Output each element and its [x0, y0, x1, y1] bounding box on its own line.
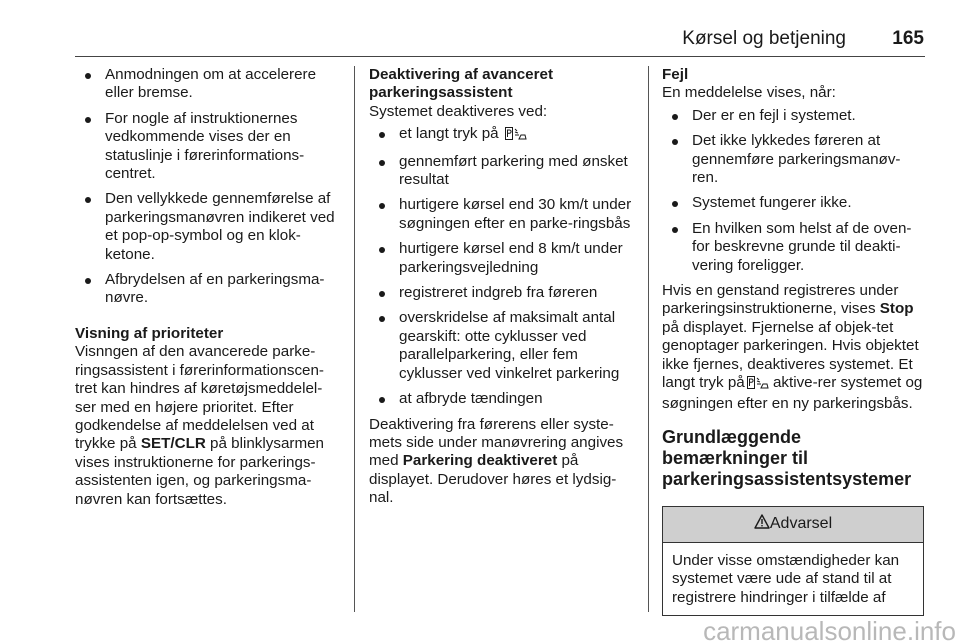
warning-header: [663, 507, 923, 543]
list-item: En hvilken som helst af de oven-for beskrevne grunde til deakti-vering foreligger.: [662, 220, 924, 275]
list-item: hurtigere kørsel end 8 km/t under parkeringsvejledning: [369, 240, 635, 277]
bold-text: Stop: [879, 300, 914, 318]
text-span: Hvis en genstand registreres under parkeringsinstruktionerne, vises: [662, 282, 899, 318]
watermark: carmanualsonline.info: [703, 615, 956, 642]
text-span: et langt tryk på: [399, 125, 499, 143]
bullet-list-2: [369, 125, 635, 408]
list-item: Anmodningen om at accelerere eller bremse.: [75, 66, 341, 103]
deactivation-paragraph: [369, 416, 635, 508]
text-span: aktive-rer systemet og søgningen efter en ny parkeringsbås.: [662, 374, 923, 412]
list-item: For nogle af instruktionernes vedkommende vises der en statuslinje i førerinformations-centret.: [75, 110, 341, 184]
column-2: [369, 66, 635, 514]
column-divider-1: [354, 66, 355, 612]
error-intro: En meddelelse vises, når:: [662, 84, 836, 102]
warning-title: Advarsel: [769, 515, 833, 533]
warning-box: [662, 506, 924, 616]
list-item: gennemført parkering med ønsket resultat: [369, 153, 635, 190]
list-item: hurtigere kørsel end 30 km/t under søgningen efter en parke-ringsbås: [369, 196, 635, 233]
list-item: at afbryde tændingen: [369, 390, 635, 408]
section-heading-deactivation: Deaktivering af avanceret parkeringsassistent: [369, 66, 554, 102]
column-1: [75, 66, 341, 515]
list-item: Afbrydelsen af en parkeringsma-nøvre.: [75, 271, 341, 308]
list-item: Det ikke lykkedes føreren at gennemføre parkeringsmanøv-ren.: [662, 132, 924, 187]
list-item: Systemet fungerer ikke.: [662, 194, 924, 212]
page-header: [662, 30, 924, 54]
priorities-paragraph: [75, 343, 341, 509]
page-number: 165: [892, 28, 924, 49]
header-divider: [75, 56, 925, 57]
text-span: på displayet. Fjernelse af objek-tet genoptager parkeringen. Hvis objektet ikke fjernes, deaktiveres systemet. Et langt tryk på: [662, 318, 919, 392]
section-heading-basic-notes: Grundlæggende bemærkninger til parkeringsassistentsystemer: [662, 426, 912, 489]
bullet-list-1: [75, 66, 341, 308]
section-heading-priorities: Visning af prioriteter: [75, 324, 224, 342]
text-span: på blinklysarmen vises instruktionerne for parkerings-assistenten igen, og parkeringsma-nøvren kan fortsættes.: [75, 435, 325, 508]
list-item: [369, 125, 635, 145]
bold-text: Parkering deaktiveret: [402, 452, 558, 470]
object-detection-paragraph: [662, 282, 924, 413]
column-divider-2: [648, 66, 649, 612]
bullet-list-3: [662, 107, 924, 275]
deactivation-intro: Systemet deaktiveres ved:: [369, 102, 548, 120]
text-span: Deaktivering fra førerens eller syste-mets side under manøvrering angives med: [369, 415, 624, 470]
bold-text: SET/CLR: [140, 435, 206, 453]
text-span: Visnngen af den avancerede parke-ringsassistent i førerinformationscen-tret kan hindres af køretøjsmeddelel-ser med en højere prioritet. Efter godkendelse af meddelelsen ved at trykke på: [75, 343, 324, 453]
list-item: registreret indgreb fra føreren: [369, 284, 635, 302]
section-heading-error: Fejl: [662, 66, 689, 83]
list-item: overskridelse af maksimalt antal gearskift: otte cyklusser ved parallelparkering, eller fem cyklusser ved vinkelret parkering: [369, 309, 635, 383]
list-item: Den vellykkede gennemførelse af parkeringsmanøvren indikeret ved et pop-op-symbol og en klok-ketone.: [75, 190, 341, 264]
text-span: på displayet. Derudover høres et lydsig-nal.: [369, 452, 617, 507]
warning-icon: [754, 514, 770, 534]
parking-assist-icon: [747, 376, 769, 394]
parking-assist-icon: [505, 127, 527, 145]
list-item: Der er en fejl i systemet.: [662, 107, 924, 125]
warning-text: Under visse omstændigheder kan systemet være ude af stand til at registrere hindringer i tilfælde af: [672, 551, 900, 606]
column-3: [662, 66, 924, 616]
page-title: Kørsel og betjening: [682, 28, 846, 49]
